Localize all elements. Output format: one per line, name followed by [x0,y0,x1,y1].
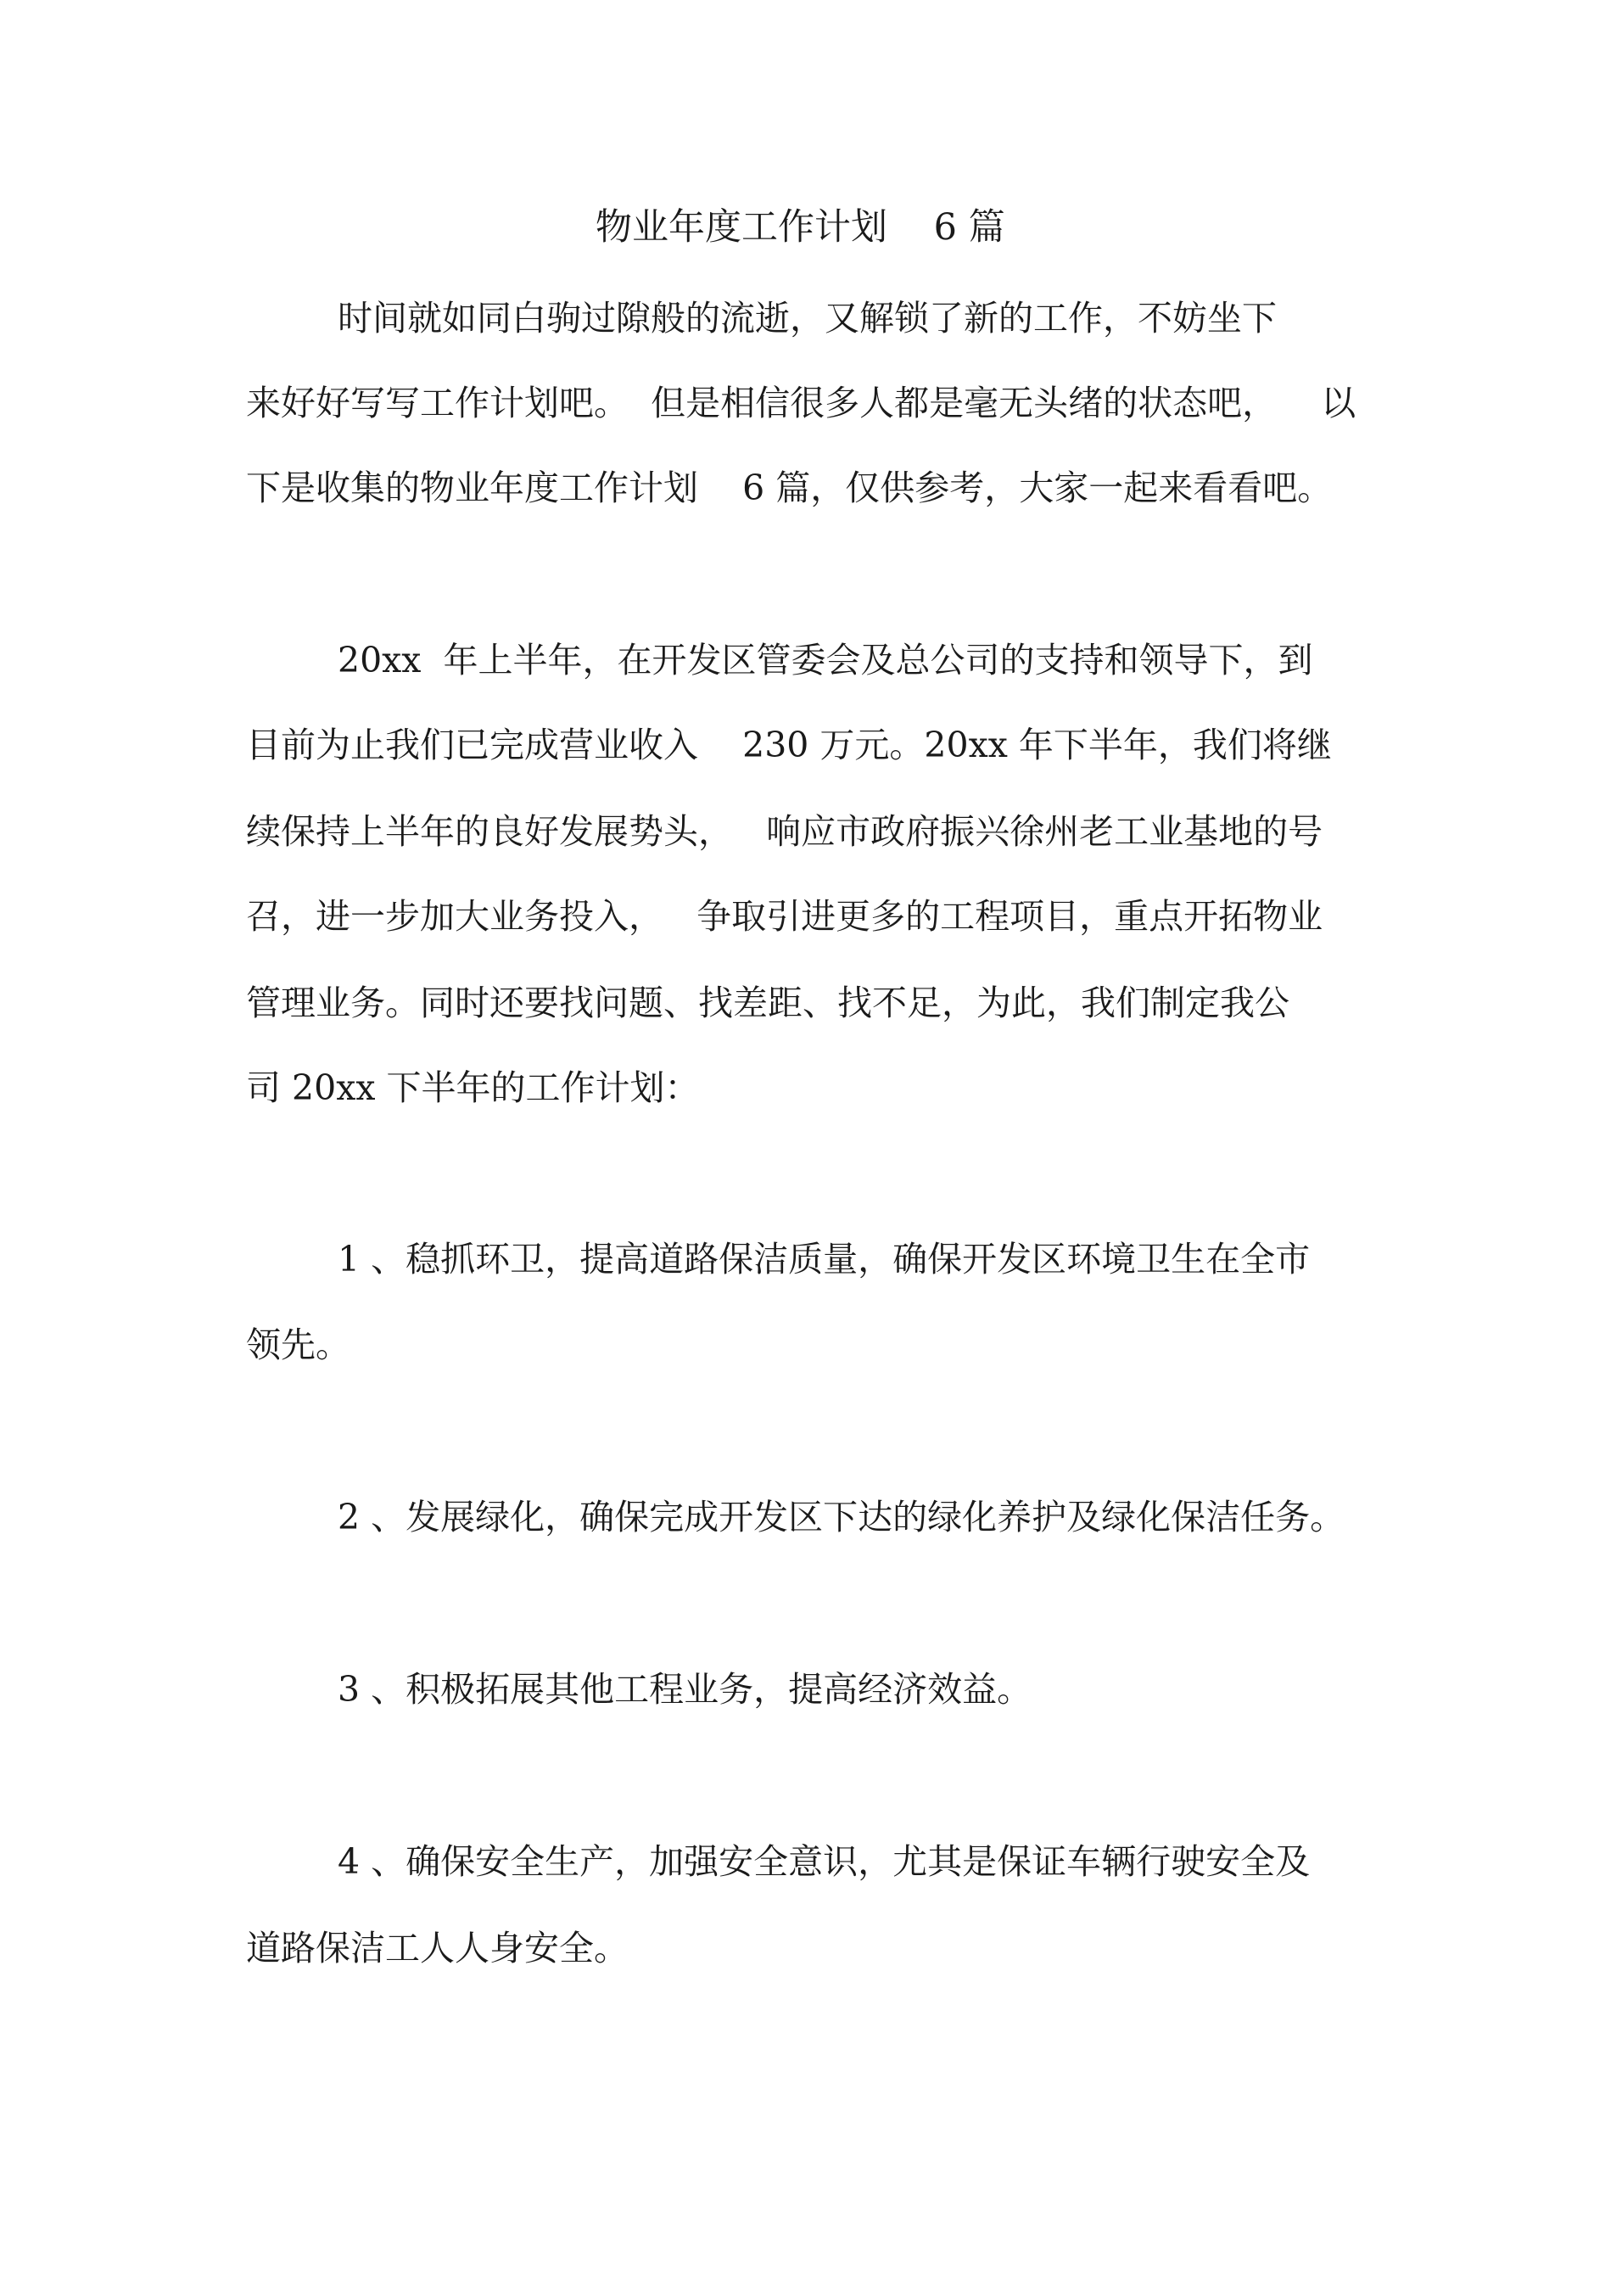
list-item-continuation: 领先。 [246,1324,350,1365]
body-line: 管理业务。同时还要找问题、找差距、找不足，为此，我们制定我公 [246,983,1289,1023]
body-line: 召，进一步加大业务投入， 争取引进更多的工程项目，重点开拓物业 [246,896,1323,937]
intro-line: 来好好写写工作计划吧。 但是相信很多人都是毫无头绪的状态吧， 以 [246,383,1356,423]
list-item-continuation: 道路保洁工人人身安全。 [246,1928,629,1968]
intro-line: 时间就如同白驹过隙般的流逝，又解锁了新的工作，不妨坐下 [338,298,1277,339]
body-line: 司 20xx 下半年的工作计划： [246,1067,700,1108]
document-title: 物业年度工作计划 6 篇 [596,206,1005,249]
intro-line: 下是收集的物业年度工作计划 6 篇，仅供参考，大家一起来看看吧。 [246,468,1333,508]
body-line: 续保持上半年的良好发展势头， 响应市政府振兴徐州老工业基地的号 [246,811,1323,852]
list-item: 4 、确保安全生产，加强安全意识，尤其是保证车辆行驶安全及 [338,1841,1311,1882]
body-line: 目前为止我们已完成营业收入 230 万元。20xx 年下半年，我们将继 [246,725,1332,765]
body-line: 20xx 年上半年，在开发区管委会及总公司的支持和领导下，到 [338,640,1313,680]
list-item: 2 、发展绿化，确保完成开发区下达的绿化养护及绿化保洁任务。 [338,1497,1345,1537]
list-item: 3 、积极拓展其他工程业务，提高经济效益。 [338,1669,1032,1710]
list-item: 1 、稳抓环卫，提高道路保洁质量，确保开发区环境卫生在全市 [338,1239,1311,1280]
